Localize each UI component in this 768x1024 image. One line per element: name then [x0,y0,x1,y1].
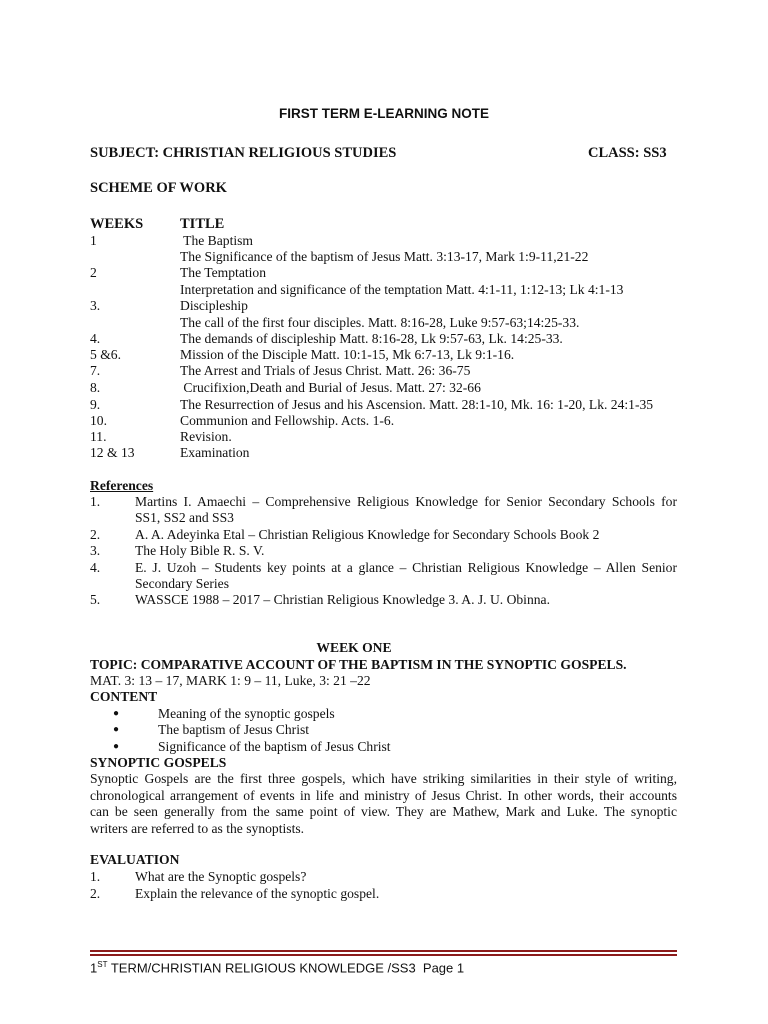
reference-number: 5. [90,592,101,607]
reference-number: 4. [90,560,101,575]
bullet-icon: ● [113,724,120,735]
evaluation-heading: EVALUATION [90,852,180,867]
reference-number: 2. [90,527,101,542]
week-number: 10. [90,413,107,428]
week-title: Mission of the Disciple Matt. 10:1-15, Mk 6:7-13, Lk 9:1-16. [180,347,515,362]
title-column-header: TITLE [180,216,225,232]
paragraph-line: chronological arrangement of events in life and ministry of Jesus Christ. In other words, their accounts [90,787,677,803]
list-item: Meaning of the synoptic gospels [158,706,335,721]
week-heading: WEEK ONE [316,640,392,655]
week-number: 4. [90,331,101,346]
footer-rule [90,950,677,952]
reference-text: A. A. Adeyinka Etal – Christian Religious Knowledge for Secondary Schools Book 2 [135,527,600,542]
list-item: Significance of the baptism of Jesus Christ [158,739,391,754]
week-number: 7. [90,363,101,378]
question-text: What are the Synoptic gospels? [135,869,307,884]
week-number: 5 &6. [90,347,121,362]
week-title: The Resurrection of Jesus and his Ascension. Matt. 28:1-10, Mk. 16: 1-20, Lk. 24:1-35 [180,397,654,412]
week-title: Interpretation and significance of the temptation Matt. 4:1-11, 1:12-13; Lk 4:1-13 [180,282,624,297]
paragraph-line: writers are referred to as the synoptists. [90,820,305,836]
footer-term-number: 1 [90,960,98,976]
page-footer [90,960,464,975]
footer-text: TERM/CHRISTIAN RELIGIOUS KNOWLEDGE /SS3 Page 1 [107,960,465,976]
synoptic-paragraph [90,771,677,837]
question-number: 2. [90,886,101,901]
footer-superscript: ST [97,960,108,969]
document-title: FIRST TERM E-LEARNING NOTE [279,106,489,121]
week-title: The Baptism [180,233,253,248]
reference-text: SS1, SS2 and SS3 [135,510,234,525]
week-number: 3. [90,298,101,313]
question-text: Explain the relevance of the synoptic gospel. [135,886,380,901]
week-title: The Significance of the baptism of Jesus Matt. 3:13-17, Mark 1:9-11,21-22 [180,249,589,264]
footer-rule [90,954,677,956]
reference-text: The Holy Bible R. S. V. [135,543,265,558]
weeks-column-header: WEEKS [90,216,144,232]
week-title: The demands of discipleship Matt. 8:16-28, Lk 9:57-63, Lk. 14:25-33. [180,331,563,346]
week-title: The Arrest and Trials of Jesus Christ. Matt. 26: 36-75 [180,363,471,378]
week-number: 9. [90,397,101,412]
bullet-icon: ● [113,741,120,752]
subject-line: SUBJECT: CHRISTIAN RELIGIOUS STUDIES [90,145,397,161]
week-title: The Temptation [180,265,267,280]
references-heading: References [90,478,154,493]
paragraph-line: Synoptic Gospels are the first three gospels, which have striking similarities in their style of writing, [90,771,677,786]
week-title: Communion and Fellowship. Acts. 1-6. [180,413,395,428]
week-number: 11. [90,429,107,444]
week-number: 2 [90,265,97,280]
question-number: 1. [90,869,101,884]
week-title: Examination [180,445,250,460]
class-line: CLASS: SS3 [588,145,667,161]
week-title: Crucifixion,Death and Burial of Jesus. Matt. 27: 32-66 [180,380,481,395]
topic-references: MAT. 3: 13 – 17, MARK 1: 9 – 11, Luke, 3: 21 –22 [90,673,371,688]
week-number: 1 [90,233,97,248]
week-number: 8. [90,380,101,395]
reference-text: E. J. Uzoh – Students key points at a glance – Christian Religious Knowledge – Allen Senior [135,560,677,575]
content-heading: CONTENT [90,689,158,704]
week-title: The call of the first four disciples. Matt. 8:16-28, Luke 9:57-63;14:25-33. [180,315,580,330]
topic-heading: TOPIC: COMPARATIVE ACCOUNT OF THE BAPTISM IN THE SYNOPTIC GOSPELS. [90,657,627,672]
reference-number: 3. [90,543,101,558]
reference-text: WASSCE 1988 – 2017 – Christian Religious Knowledge 3. A. J. U. Obinna. [135,592,550,607]
week-title: Revision. [180,429,232,444]
list-item: The baptism of Jesus Christ [158,722,310,737]
reference-text: Secondary Series [135,576,229,591]
week-title: Discipleship [180,298,248,313]
bullet-icon: ● [113,708,120,719]
paragraph-line: can be seen generally from the same point of view. They are Mathew, Mark and Luke. The synoptic [90,804,677,819]
reference-number: 1. [90,494,101,509]
reference-text: Martins I. Amaechi – Comprehensive Religious Knowledge for Senior Secondary Schools for [135,494,677,509]
scheme-heading: SCHEME OF WORK [90,180,227,196]
synoptic-heading: SYNOPTIC GOSPELS [90,755,227,770]
week-number: 12 & 13 [90,445,135,460]
